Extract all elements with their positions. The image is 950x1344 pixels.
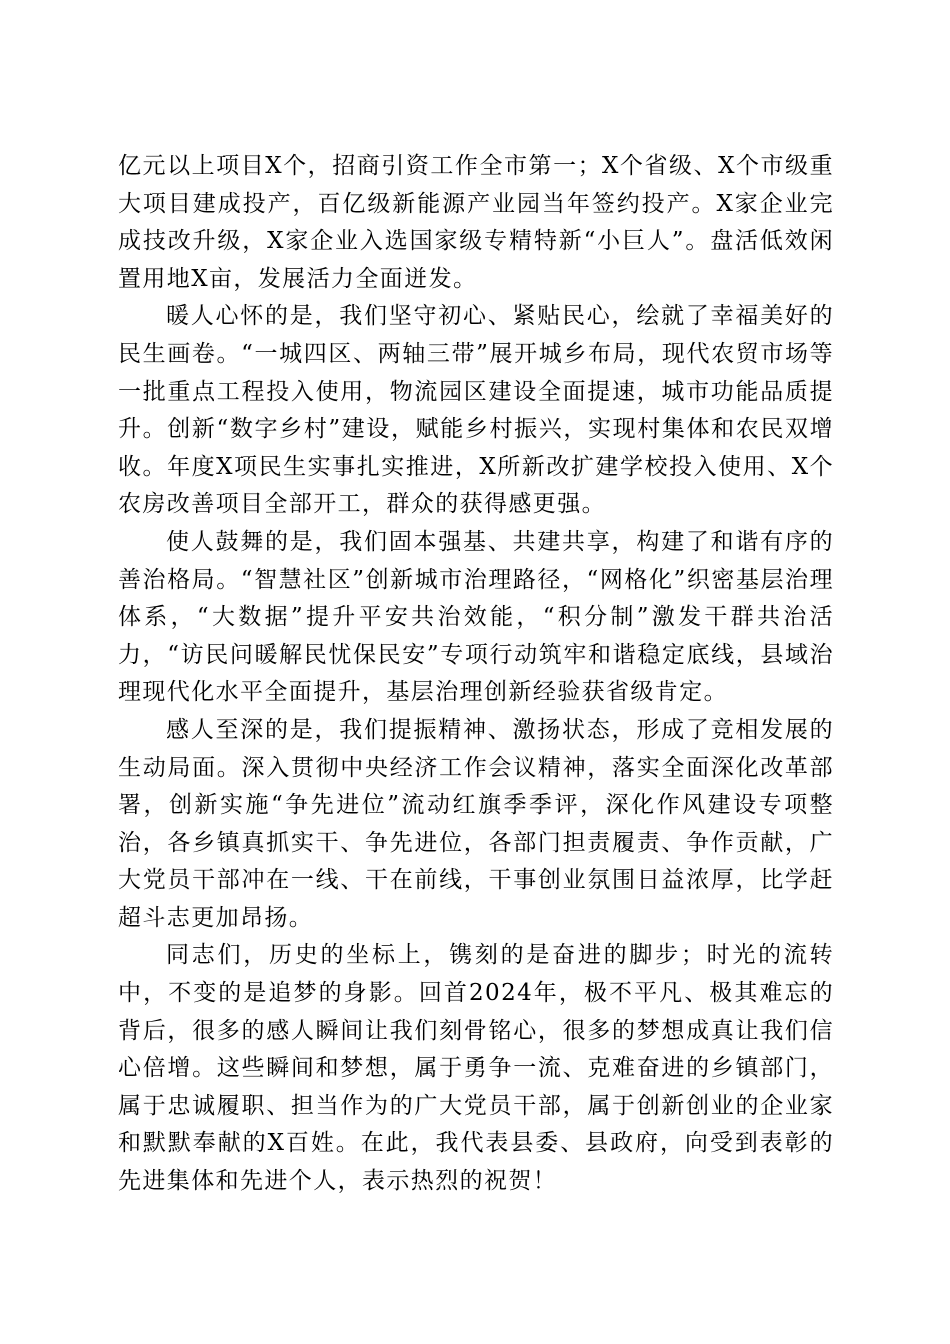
- document-page: [118, 148, 834, 1201]
- paragraph-3: 使人鼓舞的是，我们固本强基、共建共享，构建了和谐有序的善治格局。“智慧社区”创新城市治理路径，“网格化”织密基层治理体系，“大数据”提升平安共治效能，“积分制”激发干群共治活力，“访民问暖解民忧保民安”专项行动筑牢和谐稳定底线，县域治理现代化水平全面提升，基层治理创新经验获省级肯定。: [118, 528, 834, 706]
- paragraph-1: 亿元以上项目X个，招商引资工作全市第一；X个省级、X个市级重大项目建成投产，百亿级新能源产业园当年签约投产。X家企业完成技改升级，X家企业入选国家级专精特新“小巨人”。盘活低效闲置用地X亩，发展活力全面迸发。: [118, 153, 834, 292]
- paragraph-4: 感人至深的是，我们提振精神、激扬状态，形成了竞相发展的生动局面。深入贯彻中央经济工作会议精神，落实全面深化改革部署，创新实施“争先进位”流动红旗季季评，深化作风建设专项整治，各乡镇真抓实干、争先进位，各部门担责履责、争作贡献，广大党员干部冲在一线、干在前线，干事创业氛围日益浓厚，比学赶超斗志更加昂扬。: [118, 716, 834, 931]
- paragraph-2: 暖人心怀的是，我们坚守初心、紧贴民心，绘就了幸福美好的民生画卷。“一城四区、两轴三带”展开城乡布局，现代农贸市场等一批重点工程投入使用，物流园区建设全面提速，城市功能品质提升。创新“数字乡村”建设，赋能乡村振兴，实现村集体和农民双增收。年度X项民生实事扎实推进，X所新改扩建学校投入使用、X个农房改善项目全部开工，群众的获得感更强。: [118, 303, 834, 518]
- paragraph-5: 同志们，历史的坐标上，镌刻的是奋进的脚步；时光的流转中，不变的是追梦的身影。回首2024年，极不平凡、极其难忘的背后，很多的感人瞬间让我们刻骨铭心，很多的梦想成真让我们信心倍增。这些瞬间和梦想，属于勇争一流、克难奋进的乡镇部门，属于忠诚履职、担当作为的广大党员干部，属于创新创业的企业家和默默奉献的X百姓。在此，我代表县委、县政府，向受到表彰的先进集体和先进个人，表示热烈的祝贺！: [118, 942, 834, 1195]
